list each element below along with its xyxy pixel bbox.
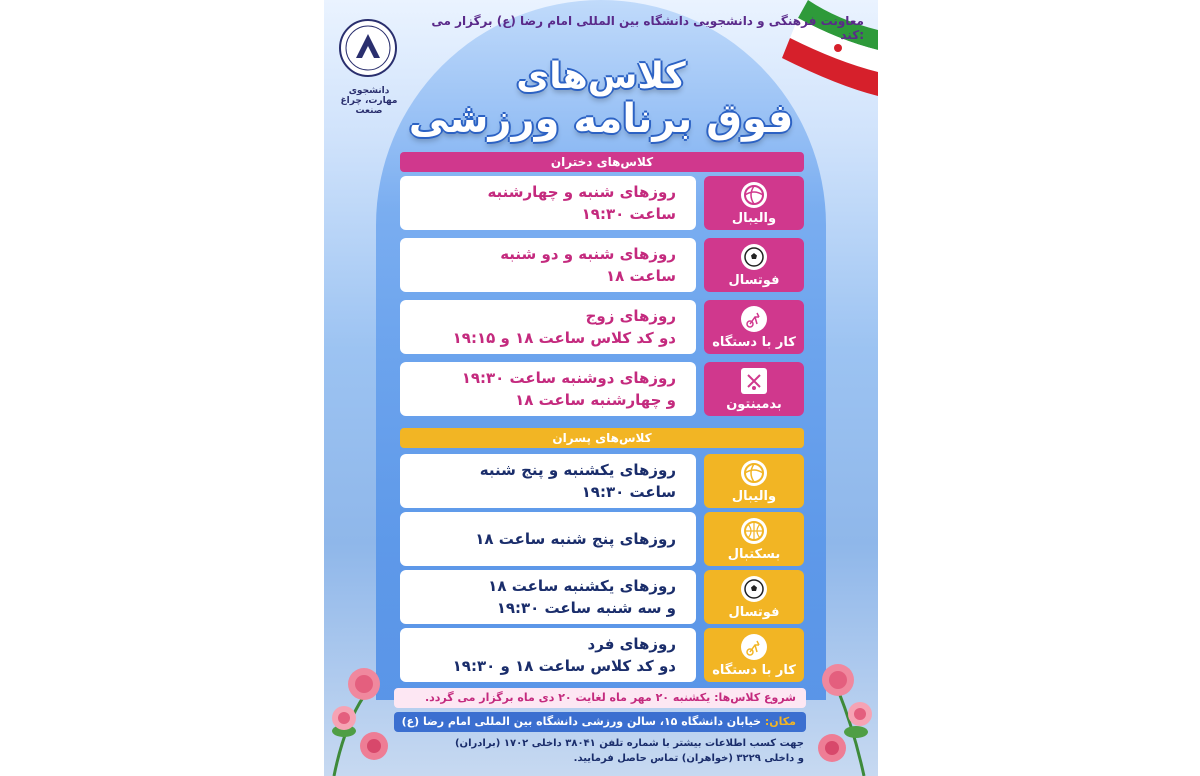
sport-label: فوتسال bbox=[728, 273, 780, 288]
page-title-line1: کلاس‌های bbox=[516, 56, 686, 97]
schedule-line2: و چهارشنبه ساعت ۱۸ bbox=[515, 391, 676, 409]
girls-row-futsal bbox=[400, 238, 804, 292]
boys-row-volleyball bbox=[400, 454, 804, 508]
schedule-text bbox=[400, 238, 696, 292]
sport-badge bbox=[704, 570, 804, 624]
sport-label: کار با دستگاه bbox=[712, 335, 796, 350]
roses-decoration-icon bbox=[804, 640, 878, 776]
schedule-line1: روزهای دوشنبه ساعت ۱۹:۳۰ bbox=[461, 369, 676, 387]
volleyball-icon bbox=[741, 182, 767, 208]
boys-row-futsal bbox=[400, 570, 804, 624]
schedule-line2: ساعت ۱۹:۳۰ bbox=[581, 483, 676, 501]
sport-badge bbox=[704, 300, 804, 354]
schedule-line1: روزهای زوج bbox=[585, 307, 676, 325]
sport-badge bbox=[704, 238, 804, 292]
schedule-line2: دو کد کلاس ساعت ۱۸ و ۱۹:۱۵ bbox=[452, 329, 676, 347]
start-label: شروع کلاس‌ها: bbox=[714, 691, 796, 704]
girls-row-badminton bbox=[400, 362, 804, 416]
contact-line2: و داخلی ۳۲۲۹ (خواهران) تماس حاصل فرمایید. bbox=[573, 753, 804, 764]
schedule-line1: روزهای یکشنبه ساعت ۱۸ bbox=[488, 577, 676, 595]
sport-badge bbox=[704, 362, 804, 416]
schedule-text bbox=[400, 512, 696, 566]
schedule-line1: روزهای فرد bbox=[587, 635, 676, 653]
contact-line1: جهت کسب اطلاعات بیشتر با شماره تلفن ۳۸۰۴۱ داخلی ۱۷۰۲ (برادران) bbox=[454, 738, 804, 749]
soccer-ball-icon bbox=[741, 576, 767, 602]
sport-label: بسکتبال bbox=[727, 547, 781, 562]
volleyball-icon bbox=[741, 460, 767, 486]
boys-row-basketball bbox=[400, 512, 804, 566]
girls-section-header: کلاس‌های دختران bbox=[400, 152, 804, 172]
sport-badge bbox=[704, 454, 804, 508]
start-date-bar bbox=[394, 688, 806, 708]
schedule-line2: ساعت ۱۹:۳۰ bbox=[581, 205, 676, 223]
schedule-line2: دو کد کلاس ساعت ۱۸ و ۱۹:۳۰ bbox=[452, 657, 676, 675]
location-bar bbox=[394, 712, 806, 732]
girls-row-machine bbox=[400, 300, 804, 354]
schedule-text bbox=[400, 300, 696, 354]
schedule-line2: ساعت ۱۸ bbox=[605, 267, 676, 285]
exercise-bike-icon bbox=[741, 634, 767, 660]
sport-badge bbox=[704, 512, 804, 566]
sport-label: والیبال bbox=[731, 489, 777, 504]
schedule-text bbox=[400, 176, 696, 230]
contact-info bbox=[414, 736, 804, 766]
basketball-icon bbox=[741, 518, 767, 544]
boys-row-machine bbox=[400, 628, 804, 682]
start-text: یکشنبه ۲۰ مهر ماه لغایت ۲۰ دی ماه برگزار می گردد. bbox=[424, 691, 711, 704]
schedule-line1: روزهای شنبه و چهارشنبه bbox=[487, 183, 676, 201]
organizer-text: معاونت فرهنگی و دانشجویی دانشگاه بین المللی امام رضا (ع) برگزار می کند: bbox=[431, 14, 864, 42]
schedule-text bbox=[400, 628, 696, 682]
schedule-line1: روزهای پنج شنبه ساعت ۱۸ bbox=[475, 530, 676, 548]
poster bbox=[324, 0, 878, 776]
schedule-line1: روزهای یکشنبه و پنج شنبه bbox=[479, 461, 676, 479]
roses-decoration-icon bbox=[324, 636, 404, 776]
exercise-bike-icon bbox=[741, 306, 767, 332]
sport-label: کار با دستگاه bbox=[712, 663, 796, 678]
girls-row-volleyball bbox=[400, 176, 804, 230]
schedule-line2: و سه شنبه ساعت ۱۹:۳۰ bbox=[496, 599, 676, 617]
sport-badge bbox=[704, 628, 804, 682]
location-text: خیابان دانشگاه ۱۵، سالن ورزشی دانشگاه بین المللی امام رضا (ع) bbox=[401, 715, 762, 728]
schedule-line1: روزهای شنبه و دو شنبه bbox=[500, 245, 676, 263]
sport-label: فوتسال bbox=[728, 605, 780, 620]
boys-section-header: کلاس‌های پسران bbox=[400, 428, 804, 448]
sport-badge bbox=[704, 176, 804, 230]
schedule-text bbox=[400, 362, 696, 416]
logo-caption: دانشجوی مهارت، چراغ صنعت bbox=[340, 86, 398, 116]
sport-label: والیبال bbox=[731, 211, 777, 226]
badminton-icon bbox=[741, 368, 767, 394]
page-title-line2: فوق برنامه ورزشی bbox=[408, 96, 794, 142]
schedule-text bbox=[400, 454, 696, 508]
sport-label: بدمینتون bbox=[726, 397, 782, 412]
location-label: مکان: bbox=[764, 715, 796, 728]
schedule-text bbox=[400, 570, 696, 624]
soccer-ball-icon bbox=[741, 244, 767, 270]
